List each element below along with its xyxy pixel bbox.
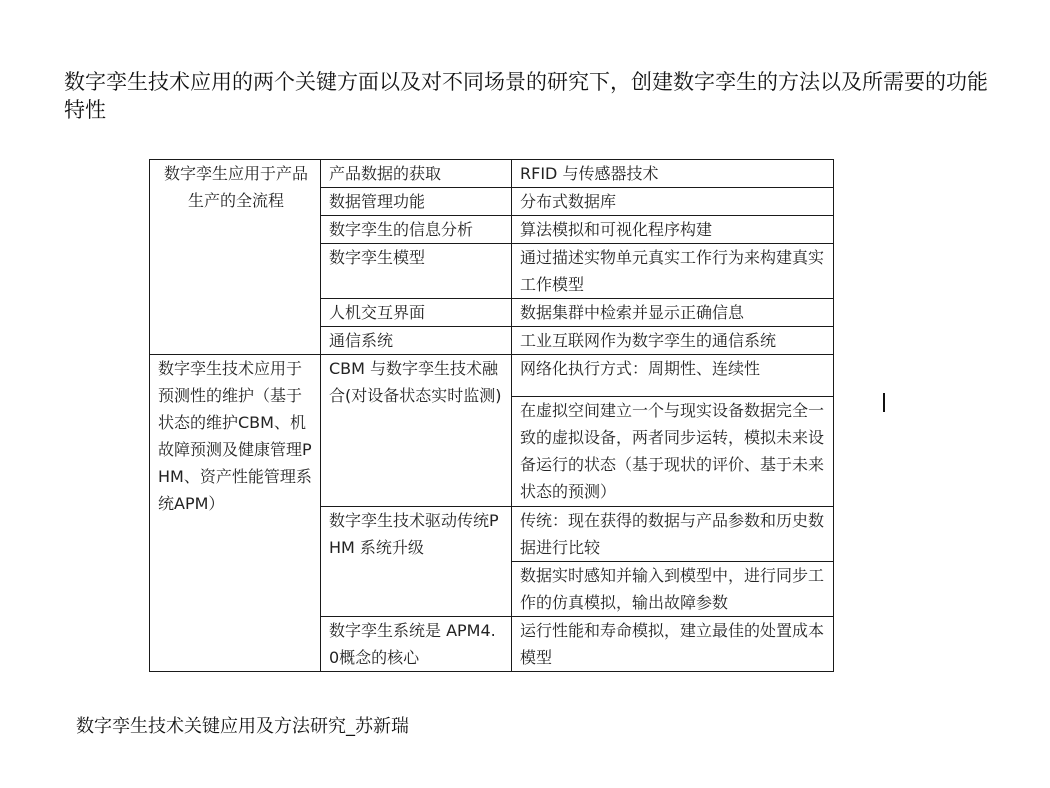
method-cell: 网络化执行方式：周期性、连续性 [512, 355, 834, 397]
table-row [150, 160, 834, 188]
method-cell: 算法模拟和可视化程序构建 [512, 216, 834, 244]
aspect-cell: 数据管理功能 [321, 188, 512, 216]
aspect-cell: 数字孪生模型 [321, 244, 512, 299]
method-cell: 在虚拟空间建立一个与现实设备数据完全一致的虚拟设备，两者同步运转，模拟未来设备运行的状态（基于现状的评价、基于未来状态的预测） [512, 397, 834, 507]
aspect-cell: 数字孪生技术驱动传统PHM 系统升级 [321, 507, 512, 617]
method-cell: 数据实时感知并输入到模型中，进行同步工作的仿真模拟，输出故障参数 [512, 562, 834, 617]
aspect-cell: 数字孪生系统是 APM4.0概念的核心 [321, 617, 512, 672]
source-caption: 数字孪生技术关键应用及方法研究_苏新瑞 [76, 716, 409, 737]
aspect-cell: 产品数据的获取 [321, 160, 512, 188]
aspect-cell: 人机交互界面 [321, 299, 512, 327]
method-cell: 传统：现在获得的数据与产品参数和历史数据进行比较 [512, 507, 834, 562]
method-cell: 通过描述实物单元真实工作行为来构建真实工作模型 [512, 244, 834, 299]
method-cell: 分布式数据库 [512, 188, 834, 216]
method-cell: RFID 与传感器技术 [512, 160, 834, 188]
comparison-table [149, 159, 834, 672]
text-cursor-mark [883, 393, 885, 412]
method-cell: 运行性能和寿命模拟，建立最佳的处置成本模型 [512, 617, 834, 672]
category-cell-production: 数字孪生应用于产品生产的全流程 [150, 160, 321, 355]
page-title: 数字孪生技术应用的两个关键方面以及对不同场景的研究下，创建数字孪生的方法以及所需要的功能特性 [64, 70, 988, 122]
method-cell: 数据集群中检索并显示正确信息 [512, 299, 834, 327]
category-cell-maintenance: 数字孪生技术应用于预测性的维护（基于状态的维护CBM、机故障预测及健康管理PHM、资产性能管理系统APM） [150, 355, 321, 672]
method-cell: 工业互联网作为数字孪生的通信系统 [512, 327, 834, 355]
table-row [150, 355, 834, 397]
aspect-cell: 通信系统 [321, 327, 512, 355]
aspect-cell: CBM 与数字孪生技术融合(对设备状态实时监测) [321, 355, 512, 507]
aspect-cell: 数字孪生的信息分析 [321, 216, 512, 244]
